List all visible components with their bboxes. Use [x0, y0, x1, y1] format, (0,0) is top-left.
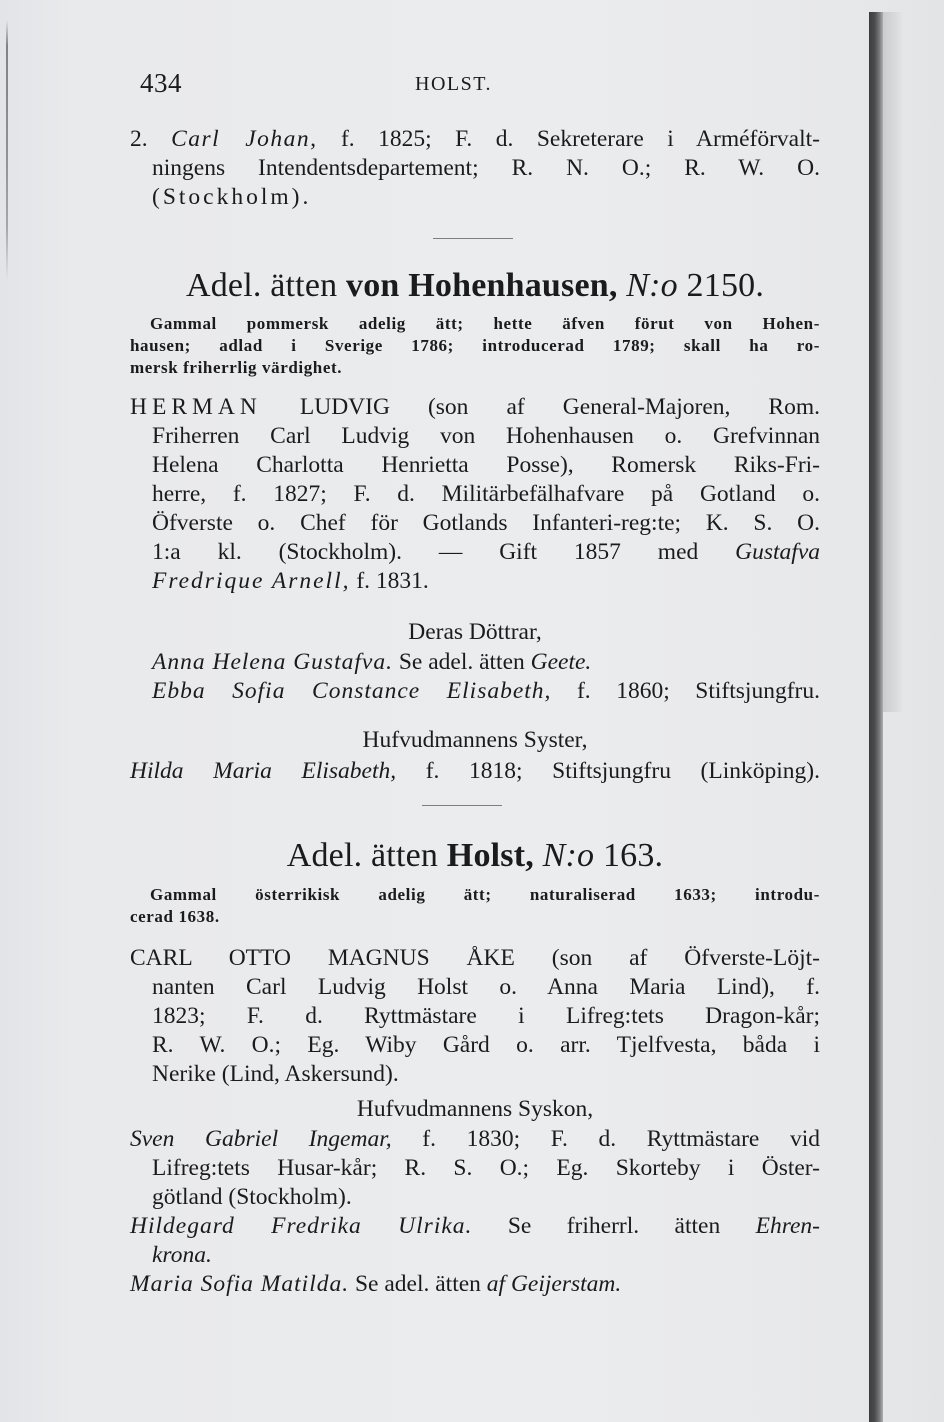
entry-text: f. 1860; Stiftsjungfru.: [551, 678, 820, 704]
entry-line: Lifreg:tets Husar-kår; R. S. O.; Eg. Skorteby i Öster-: [152, 1155, 820, 1181]
entry-line: nanten Carl Ludvig Holst o. Anna Maria Lind), f.: [152, 974, 820, 1000]
list-item: [130, 1125, 820, 1154]
entry-line: [130, 125, 820, 154]
description-line: Gammal österrikisk adelig ätt; naturaliserad 1633; introdu-: [150, 885, 820, 904]
entry-text: 1:a kl. (Stockholm). — Gift 1857 med: [152, 539, 736, 565]
person-name: Sven Gabriel Ingemar,: [130, 1126, 392, 1152]
entry-text: f. 1831.: [350, 568, 429, 594]
sister-entry: [130, 757, 820, 786]
entry-line: 1823; F. d. Ryttmästare i Lifreg:tets Dragon-kår;: [152, 1003, 820, 1029]
cross-reference: Ehren-: [755, 1213, 820, 1239]
person-name: Anna Helena Gustafva.: [152, 649, 393, 675]
family-number: 2150.: [686, 267, 765, 304]
cross-reference: krona.: [152, 1242, 212, 1268]
entry-line: [130, 567, 820, 596]
person-name: Hildegard Fredrika Ulrika.: [130, 1213, 473, 1239]
title-prefix: Adel. ätten: [185, 267, 347, 304]
siblings-list: [130, 1125, 820, 1299]
page-number: 434: [140, 68, 182, 98]
entry-text: f. 1825; F. d. Sekreterare i Arméförvalt-: [317, 126, 820, 152]
list-item: [130, 1270, 820, 1299]
page-header: [140, 68, 820, 108]
entry-text: f. 1830; F. d. Ryttmästare vid: [391, 1126, 821, 1152]
binding-edge-gradient: [883, 12, 903, 712]
entry-number: 2.: [130, 126, 148, 152]
list-item: [130, 1212, 820, 1241]
person-name: CARL OTTO MAGNUS ÅKE: [130, 945, 515, 971]
entry-text: Se adel. ätten: [392, 649, 531, 675]
entry-text: (son af Öfverste-Löjt-: [514, 945, 820, 971]
sister-label: Hufvudmannens Syster,: [362, 727, 588, 753]
running-head: HOLST.: [415, 73, 492, 95]
person-name-second: LUDVIG: [261, 394, 390, 420]
family-name: von Hohenhausen,: [346, 267, 618, 304]
description-line: cerad 1638.: [130, 907, 220, 926]
entry-line: herre, f. 1827; F. d. Militärbefälhafvare på Gotland o.: [152, 481, 820, 507]
entry-line: [130, 538, 820, 567]
entry-text: f. 1818; Stiftsjungfru (Linköping).: [396, 758, 820, 784]
cross-reference: Geete.: [530, 649, 592, 675]
description-line: hausen; adlad i Sverige 1786; introducerad 1789; skall ha ro-: [130, 336, 820, 355]
section-description-hohenhausen: [130, 313, 820, 379]
person-name: HERMAN: [130, 394, 262, 420]
section-divider: [433, 238, 513, 239]
entry-line: Nerike (Lind, Askersund).: [152, 1061, 399, 1087]
entry-text: Se friherrl. ätten: [472, 1213, 756, 1239]
daughters-label: Deras Döttrar,: [408, 619, 542, 645]
entry-line: Helena Charlotta Henrietta Posse), Romersk Riks-Fri-: [152, 452, 820, 478]
entry-line: (Stockholm).: [152, 184, 312, 210]
list-item: [130, 757, 820, 786]
cross-reference: af Geijerstam.: [486, 1271, 622, 1297]
entry-line: Friherren Carl Ludvig von Hohenhausen o. Grefvinnan: [152, 423, 820, 449]
entry-line: [130, 944, 820, 973]
entry-text: Se adel. ätten: [349, 1271, 487, 1297]
entry-line: götland (Stockholm).: [152, 1184, 352, 1210]
entry-carl-otto: [130, 944, 820, 1089]
section-description-holst: [130, 884, 820, 928]
person-name: Ebba Sofia Constance Elisabeth,: [152, 678, 552, 704]
entry-line: R. W. O.; Eg. Wiby Gård o. arr. Tjelfvesta, båda i: [152, 1032, 820, 1058]
spouse-name: Fredrique Arnell,: [152, 568, 351, 594]
daughters-list: [130, 648, 820, 706]
description-line: mersk friherrlig värdighet.: [130, 358, 343, 377]
entry-text: (son af General-Majoren, Rom.: [389, 394, 820, 420]
person-name: Hilda Maria Elisabeth,: [130, 758, 397, 784]
family-number: 163.: [602, 837, 664, 874]
description-line: Gammal pommersk adelig ätt; hette äfven förut von Hohen-: [150, 314, 820, 333]
siblings-label: Hufvudmannens Syskon,: [356, 1096, 594, 1122]
number-label: N:o: [617, 267, 687, 304]
family-name: Holst,: [446, 837, 534, 874]
book-binding-shadow: [869, 12, 883, 1422]
entry-herman-ludvig: [130, 393, 820, 596]
section-title-holst: [130, 837, 820, 875]
entry-carl-johan: [130, 125, 820, 212]
title-prefix: Adel. ätten: [286, 837, 447, 874]
person-name: Carl Johan,: [171, 126, 318, 152]
entry-line: Öfverste o. Chef för Gotlands Infanteri-reg:te; K. S. O.: [152, 510, 820, 536]
entry-line: [130, 393, 820, 422]
person-name: Maria Sofia Matilda.: [130, 1271, 350, 1297]
list-item: [130, 677, 820, 706]
page-edge-shadow-left: [6, 20, 8, 280]
list-item: [130, 648, 820, 677]
section-title-hohenhausen: [130, 267, 820, 305]
section-divider: [422, 805, 502, 806]
spouse-name: Gustafva: [735, 539, 820, 565]
entry-line: ningens Intendentsdepartement; R. N. O.; R. W. O.: [152, 155, 820, 181]
number-label: N:o: [533, 837, 603, 874]
